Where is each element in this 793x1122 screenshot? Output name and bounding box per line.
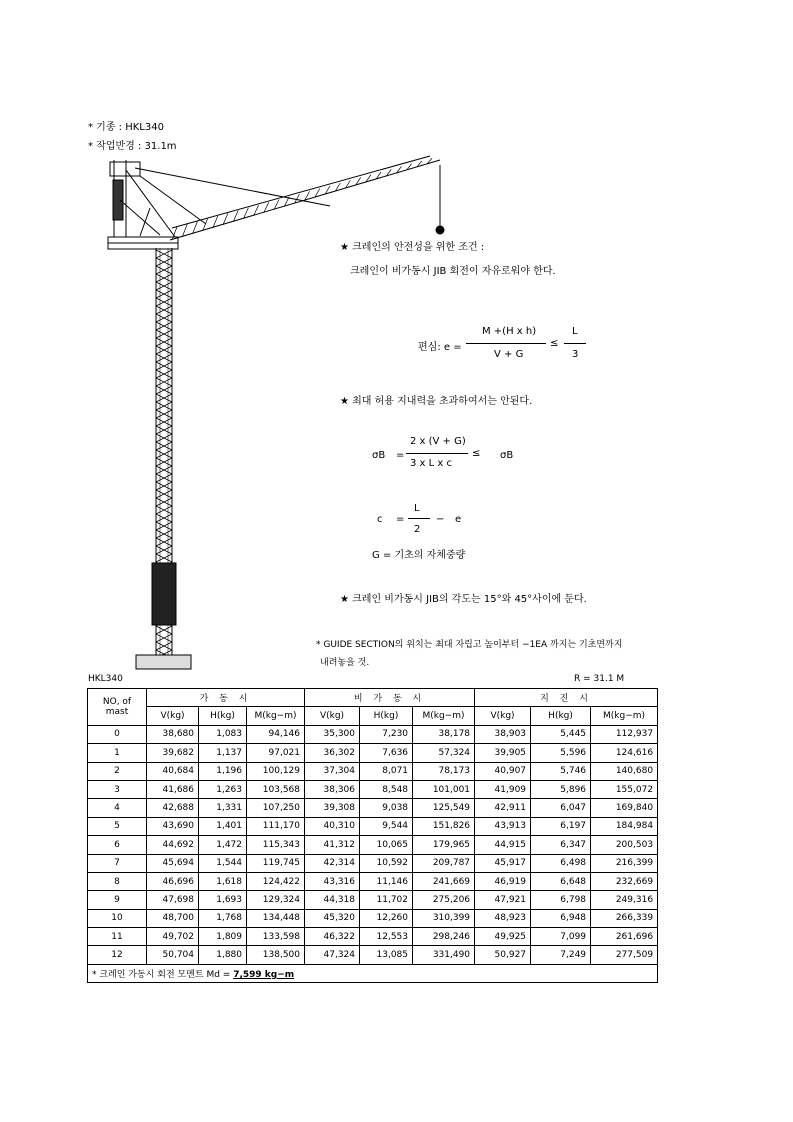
- value-cell: 1,544: [199, 854, 247, 872]
- value-cell: 47,324: [305, 946, 360, 964]
- value-cell: 42,911: [475, 799, 531, 817]
- value-cell: 12,260: [360, 909, 413, 927]
- value-cell: 140,680: [591, 762, 658, 780]
- table-row: [88, 836, 658, 854]
- load-table: [87, 688, 658, 983]
- value-cell: 7,230: [360, 725, 413, 743]
- condition-3-title: ★ 크레인 비가동시 JIB의 각도는 15°와 45°사이에 둔다.: [340, 594, 587, 605]
- eq3-equals: =: [396, 514, 405, 525]
- value-cell: 1,472: [199, 836, 247, 854]
- sub-header-h: H(kg): [360, 707, 413, 725]
- value-cell: 44,692: [147, 836, 199, 854]
- value-cell: 6,498: [531, 854, 591, 872]
- group-header-operating: 가 동 시: [147, 689, 305, 707]
- footnote-row: [88, 964, 658, 982]
- value-cell: 5,746: [531, 762, 591, 780]
- sub-header-v: V(kg): [147, 707, 199, 725]
- value-cell: 38,680: [147, 725, 199, 743]
- value-cell: 39,682: [147, 744, 199, 762]
- value-cell: 10,065: [360, 836, 413, 854]
- value-cell: 266,339: [591, 909, 658, 927]
- value-cell: 94,146: [247, 725, 305, 743]
- value-cell: 44,915: [475, 836, 531, 854]
- value-cell: 97,021: [247, 744, 305, 762]
- value-cell: 179,965: [413, 836, 475, 854]
- mast-number-cell: 1: [88, 744, 147, 762]
- table-row: [88, 744, 658, 762]
- value-cell: 6,948: [531, 909, 591, 927]
- value-cell: 184,984: [591, 817, 658, 835]
- value-cell: 42,688: [147, 799, 199, 817]
- value-cell: 46,696: [147, 872, 199, 890]
- eq3-minus: −: [436, 514, 445, 525]
- table-row: [88, 928, 658, 946]
- group-header-non-operating: 비 가 동 시: [305, 689, 475, 707]
- value-cell: 8,071: [360, 762, 413, 780]
- eq3-denominator: 2: [414, 524, 421, 535]
- eq2-numerator: 2 x (V + G): [410, 436, 466, 447]
- eq2-leq: ≤: [472, 448, 481, 459]
- value-cell: 6,047: [531, 799, 591, 817]
- value-cell: 37,304: [305, 762, 360, 780]
- value-cell: 209,787: [413, 854, 475, 872]
- eq3-c: c: [377, 514, 383, 525]
- table-row: [88, 817, 658, 835]
- value-cell: 100,129: [247, 762, 305, 780]
- value-cell: 50,704: [147, 946, 199, 964]
- value-cell: 11,702: [360, 891, 413, 909]
- eq2-sigma: σB: [372, 450, 386, 461]
- sub-header-v: V(kg): [305, 707, 360, 725]
- value-cell: 103,568: [247, 780, 305, 798]
- value-cell: 249,316: [591, 891, 658, 909]
- sub-header-m: M(kg−m): [591, 707, 658, 725]
- value-cell: 41,686: [147, 780, 199, 798]
- eq1-denominator: V + G: [494, 349, 524, 360]
- value-cell: 124,616: [591, 744, 658, 762]
- value-cell: 7,249: [531, 946, 591, 964]
- mast-number-cell: 3: [88, 780, 147, 798]
- value-cell: 119,745: [247, 854, 305, 872]
- value-cell: 7,099: [531, 928, 591, 946]
- value-cell: 38,903: [475, 725, 531, 743]
- g-definition: G = 기초의 자체중량: [372, 550, 466, 561]
- value-cell: 48,700: [147, 909, 199, 927]
- eq3-numerator: L: [414, 503, 420, 514]
- table-row: [88, 946, 658, 964]
- sub-header-v: V(kg): [475, 707, 531, 725]
- value-cell: 1,263: [199, 780, 247, 798]
- guide-note-line-1: * GUIDE SECTION의 위치는 최대 자립고 높이부터 −1EA 까지는 기초면까지: [316, 640, 623, 650]
- value-cell: 111,170: [247, 817, 305, 835]
- footnote-value: 7,599 kg−m: [233, 970, 295, 981]
- value-cell: 200,503: [591, 836, 658, 854]
- sub-header-h: H(kg): [531, 707, 591, 725]
- value-cell: 6,648: [531, 872, 591, 890]
- radius-line: * 작업반경 : 31.1m: [88, 141, 177, 152]
- value-cell: 232,669: [591, 872, 658, 890]
- value-cell: 49,925: [475, 928, 531, 946]
- eq1-right-numerator: L: [572, 326, 578, 337]
- value-cell: 42,314: [305, 854, 360, 872]
- value-cell: 1,083: [199, 725, 247, 743]
- value-cell: 331,490: [413, 946, 475, 964]
- value-cell: 36,302: [305, 744, 360, 762]
- value-cell: 40,684: [147, 762, 199, 780]
- value-cell: 47,921: [475, 891, 531, 909]
- table-title-right: R = 31.1 M: [574, 674, 625, 684]
- value-cell: 5,896: [531, 780, 591, 798]
- model-line: * 기종 : HKL340: [88, 122, 164, 133]
- mast-number-cell: 11: [88, 928, 147, 946]
- value-cell: 49,702: [147, 928, 199, 946]
- value-cell: 134,448: [247, 909, 305, 927]
- eq1-right-fraction-bar: [564, 343, 586, 344]
- value-cell: 48,923: [475, 909, 531, 927]
- value-cell: 44,318: [305, 891, 360, 909]
- value-cell: 39,308: [305, 799, 360, 817]
- value-cell: 1,809: [199, 928, 247, 946]
- group-header-earthquake: 지 진 시: [475, 689, 658, 707]
- table-row: [88, 725, 658, 743]
- eq1-right-denominator: 3: [572, 349, 579, 360]
- value-cell: 41,909: [475, 780, 531, 798]
- value-cell: 57,324: [413, 744, 475, 762]
- mast-number-cell: 7: [88, 854, 147, 872]
- value-cell: 112,937: [591, 725, 658, 743]
- table-row: [88, 909, 658, 927]
- value-cell: 124,422: [247, 872, 305, 890]
- value-cell: 1,401: [199, 817, 247, 835]
- value-cell: 133,598: [247, 928, 305, 946]
- table-row: [88, 854, 658, 872]
- footnote-prefix: * 크레인 가동시 회전 모멘트 Md =: [92, 970, 231, 981]
- value-cell: 47,698: [147, 891, 199, 909]
- value-cell: 310,399: [413, 909, 475, 927]
- value-cell: 169,840: [591, 799, 658, 817]
- value-cell: 5,596: [531, 744, 591, 762]
- value-cell: 12,553: [360, 928, 413, 946]
- value-cell: 1,196: [199, 762, 247, 780]
- value-cell: 125,549: [413, 799, 475, 817]
- mast-number-cell: 9: [88, 891, 147, 909]
- value-cell: 46,919: [475, 872, 531, 890]
- eq3-e: e: [455, 514, 462, 525]
- eq2-denominator: 3 x L x c: [410, 458, 452, 469]
- value-cell: 1,768: [199, 909, 247, 927]
- value-cell: 129,324: [247, 891, 305, 909]
- value-cell: 46,322: [305, 928, 360, 946]
- eq3-fraction-bar: [408, 518, 430, 519]
- value-cell: 275,206: [413, 891, 475, 909]
- mast-number-cell: 2: [88, 762, 147, 780]
- condition-1-subtitle: 크레인이 비가동시 JIB 회전이 자유로워야 한다.: [350, 266, 556, 277]
- value-cell: 45,320: [305, 909, 360, 927]
- mast-number-cell: 8: [88, 872, 147, 890]
- eq1-fraction-bar: [466, 343, 546, 344]
- value-cell: 45,917: [475, 854, 531, 872]
- value-cell: 107,250: [247, 799, 305, 817]
- mast-number-cell: 6: [88, 836, 147, 854]
- value-cell: 277,509: [591, 946, 658, 964]
- table-title-left: HKL340: [88, 674, 123, 684]
- value-cell: 151,826: [413, 817, 475, 835]
- value-cell: 138,500: [247, 946, 305, 964]
- value-cell: 7,636: [360, 744, 413, 762]
- value-cell: 43,316: [305, 872, 360, 890]
- mast-number-cell: 10: [88, 909, 147, 927]
- value-cell: 50,927: [475, 946, 531, 964]
- value-cell: 78,173: [413, 762, 475, 780]
- condition-2-title: ★ 최대 허용 지내력을 초과하여서는 안된다.: [340, 396, 533, 407]
- sub-header-m: M(kg−m): [413, 707, 475, 725]
- value-cell: 6,798: [531, 891, 591, 909]
- value-cell: 40,907: [475, 762, 531, 780]
- mast-number-cell: 0: [88, 725, 147, 743]
- value-cell: 40,310: [305, 817, 360, 835]
- value-cell: 39,905: [475, 744, 531, 762]
- eq1-label: 편심: e =: [418, 342, 462, 353]
- value-cell: 8,548: [360, 780, 413, 798]
- value-cell: 6,197: [531, 817, 591, 835]
- value-cell: 216,399: [591, 854, 658, 872]
- value-cell: 5,445: [531, 725, 591, 743]
- value-cell: 261,696: [591, 928, 658, 946]
- condition-1-title: ★ 크레인의 안전성을 위한 조건 :: [340, 242, 485, 253]
- eq2-fraction-bar: [406, 453, 468, 454]
- table-row: [88, 872, 658, 890]
- value-cell: 101,001: [413, 780, 475, 798]
- value-cell: 1,137: [199, 744, 247, 762]
- table-row: [88, 799, 658, 817]
- eq2-sigma-right: σB: [500, 450, 514, 461]
- value-cell: 11,146: [360, 872, 413, 890]
- value-cell: 9,544: [360, 817, 413, 835]
- guide-note-line-2: 내려놓을 것.: [320, 658, 370, 668]
- value-cell: 41,312: [305, 836, 360, 854]
- mast-number-cell: 12: [88, 946, 147, 964]
- value-cell: 1,331: [199, 799, 247, 817]
- sub-header-h: H(kg): [199, 707, 247, 725]
- table-row: [88, 780, 658, 798]
- value-cell: 115,343: [247, 836, 305, 854]
- sub-header-m: M(kg−m): [247, 707, 305, 725]
- value-cell: 10,592: [360, 854, 413, 872]
- value-cell: 43,690: [147, 817, 199, 835]
- value-cell: 6,347: [531, 836, 591, 854]
- value-cell: 1,618: [199, 872, 247, 890]
- value-cell: 38,306: [305, 780, 360, 798]
- value-cell: 241,669: [413, 872, 475, 890]
- column-header-mast: NO, of mast: [88, 689, 147, 726]
- value-cell: 1,880: [199, 946, 247, 964]
- value-cell: 35,300: [305, 725, 360, 743]
- mast-number-cell: 5: [88, 817, 147, 835]
- table-row: [88, 891, 658, 909]
- value-cell: 9,038: [360, 799, 413, 817]
- value-cell: 43,913: [475, 817, 531, 835]
- eq1-numerator: M +(H x h): [482, 326, 537, 337]
- value-cell: 38,178: [413, 725, 475, 743]
- mast-number-cell: 4: [88, 799, 147, 817]
- value-cell: 1,693: [199, 891, 247, 909]
- value-cell: 298,246: [413, 928, 475, 946]
- eq1-leq: ≤: [550, 338, 559, 349]
- value-cell: 155,072: [591, 780, 658, 798]
- table-row: [88, 762, 658, 780]
- eq2-equals: =: [396, 450, 405, 461]
- value-cell: 13,085: [360, 946, 413, 964]
- value-cell: 45,694: [147, 854, 199, 872]
